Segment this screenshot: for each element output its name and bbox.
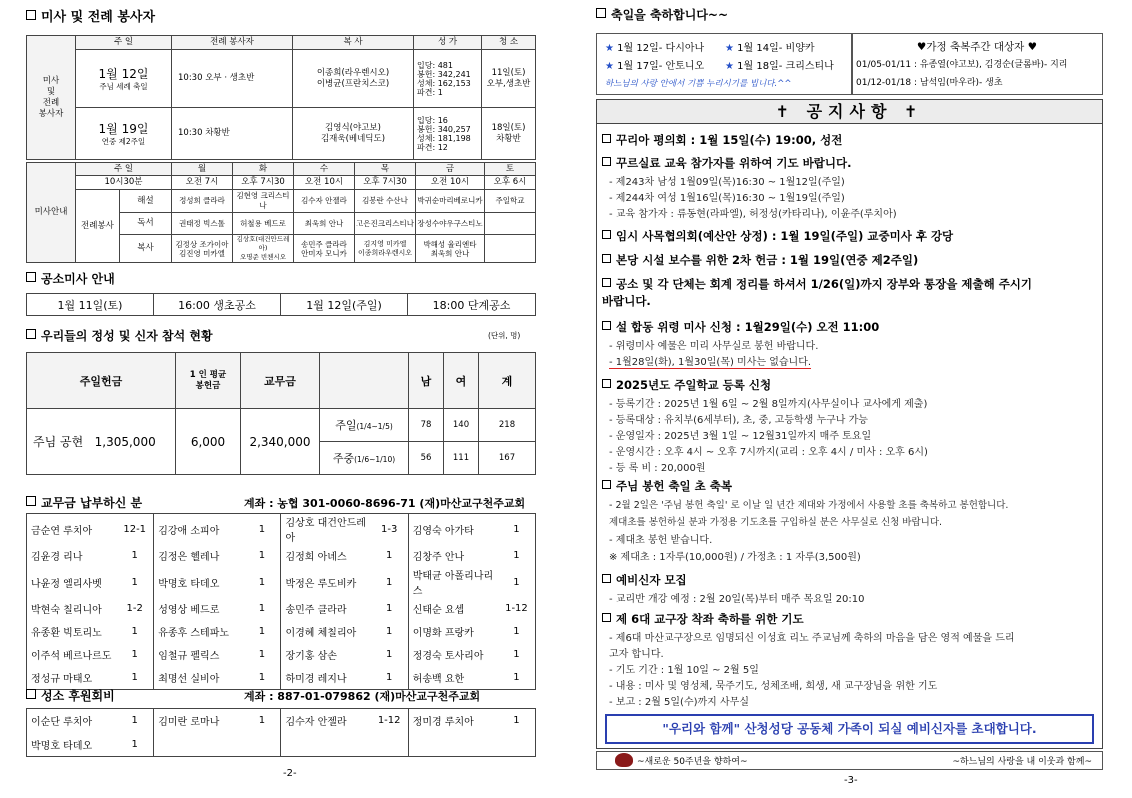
role-cell: 정성희 클라라	[172, 190, 233, 213]
checkbox-icon	[26, 272, 36, 282]
day-mon: 월	[172, 163, 233, 176]
offering-header-avg: 1 인 평균 봉헌금	[176, 353, 241, 409]
cleaning-2: 18일(토) 차황반	[482, 108, 536, 160]
donor-count: 1-12	[505, 603, 528, 614]
checkbox-icon	[602, 613, 611, 622]
checkbox-icon	[602, 157, 611, 166]
checkbox-icon	[602, 574, 611, 583]
notice-item: 설 합동 위령 미사 신청 : 1월29일(수) 오전 11:00	[602, 319, 879, 335]
donor-name: 박정은 루도비카	[281, 567, 371, 597]
time-sun: 10시30분	[76, 176, 172, 190]
role-cell	[485, 213, 536, 235]
donor-name: 하미경 레지나	[281, 666, 371, 689]
notice-line: - 운영일자 : 2025년 3월 1일 ~ 12월31일까지 매주 토요일	[609, 431, 872, 442]
role-cell: 최욱희 안나	[294, 213, 355, 235]
donor-name: 김강애 소피아	[154, 514, 244, 545]
role-cell: 박해성 율리엔타 최욱희 안나	[416, 235, 485, 263]
star-icon: ★	[605, 43, 614, 54]
donor-name: 박현숙 칠리니아	[31, 605, 102, 616]
donor-count: 1	[258, 523, 266, 535]
footer-left-text: ~새로운 50주년을 향하여~	[637, 757, 748, 767]
public-mass-place-2: 18:00 단계공소	[408, 294, 536, 316]
donor-name: 박명호 타데오	[31, 740, 93, 752]
notice-line: 제대초를 봉헌하실 분과 가정용 기도초를 구입하실 분은 사무실로 신청 바랍니다.	[609, 517, 943, 528]
role-commentator: 해설	[119, 190, 171, 213]
checkbox-icon	[602, 230, 611, 239]
donor-count: 1	[513, 649, 520, 660]
attendance-label-sunday: 주일(1/4~1/5)	[320, 409, 409, 442]
time-mon: 오전 7시	[172, 176, 233, 190]
time-fri: 오전 10시	[416, 176, 485, 190]
footer-right-text: ~하느님의 사랑을 내 이웃과 함께~	[952, 757, 1092, 767]
sponsors-table	[26, 708, 536, 757]
donor-count: 1-2	[126, 603, 143, 614]
donor-name: 임철규 펠릭스	[154, 643, 244, 666]
offering-dues: 2,340,000	[241, 409, 320, 475]
time-thu: 오후 7시30	[355, 176, 416, 190]
attendance-female: 140	[444, 409, 479, 442]
notice-line: - 기도 기간 : 1월 10일 ~ 2월 5일	[609, 665, 759, 676]
offering-header-blank	[320, 353, 409, 409]
notice-line: - 교리반 개강 예정 : 2월 20일(목)부터 매주 목요일 20:10	[609, 594, 865, 605]
role-cell	[485, 235, 536, 263]
family-blessing-entry: 01/05-01/11 : 유종열(야고보), 김경순(글롬바)- 지리	[856, 60, 1068, 70]
donor-name: 최명선 실비아	[154, 666, 244, 689]
mass-section-title: 미사 및 전례 봉사자	[26, 6, 155, 25]
donor-name: 이주석 베르나르도	[31, 651, 112, 662]
donor-count: 12-1	[123, 523, 147, 535]
donor-count: 1	[258, 715, 266, 727]
dues-account: 계좌 : 농협 301-0060-8696-71 (재)마산교구천주교회	[244, 497, 526, 510]
public-mass-table	[26, 293, 536, 316]
donor-row	[27, 514, 536, 545]
header-altar: 복 사	[293, 36, 414, 50]
donor-count: 1	[385, 649, 393, 660]
mass-date-2: 1월 19일 연중 제2주일	[76, 108, 172, 160]
donor-count: 1	[258, 626, 266, 637]
header-servers: 전례 봉사자	[172, 36, 293, 50]
checkbox-icon	[602, 379, 611, 388]
dues-payers-title: 교무금 납부하신 분	[26, 494, 142, 511]
donor-name: 박태균 아폴리나리스	[408, 567, 498, 597]
donor-name: 장기홍 삼손	[281, 643, 371, 666]
donor-row	[27, 643, 536, 666]
page-number-left: -2-	[283, 768, 297, 779]
donor-row	[27, 544, 536, 567]
day-wed: 수	[294, 163, 355, 176]
public-mass-date-2: 1월 12일(주일)	[281, 294, 408, 316]
attendance-female: 111	[444, 442, 479, 475]
offering-title: 우리들의 정성 및 신자 참석 현황	[26, 327, 213, 344]
checkbox-icon	[26, 689, 36, 699]
mass-time-2: 10:30 차황반	[172, 108, 293, 160]
donor-count: 1	[513, 550, 520, 561]
notice-line: - 제대초 봉헌 받습니다.	[609, 535, 713, 546]
stats-2: 입당: 16 봉헌: 340,257 성체: 181,198 파견: 12	[414, 108, 482, 160]
notice-line: - 등 록 비 : 20,000원	[609, 463, 706, 474]
time-sat: 오후 6시	[485, 176, 536, 190]
notice-item: 꾸르실료 교육 참가자를 위하여 기도 바랍니다.	[602, 155, 851, 171]
donor-name: 김상호 대건안드레아	[281, 514, 371, 545]
donor-name: 김영숙 아가타	[408, 514, 498, 545]
donor-count: 1	[513, 715, 520, 727]
notice-line: - 등록대상 : 유치부(6세부터), 초, 중, 고등학생 누구나 가능	[609, 415, 868, 426]
public-mass-place-1: 16:00 생초공소	[154, 294, 281, 316]
role-cell: 권태정 빅스톨	[172, 213, 233, 235]
checkbox-icon	[26, 496, 36, 506]
donor-count	[498, 733, 536, 757]
donor-count: 1	[131, 649, 138, 660]
offering-sunday-total: 1,305,000	[94, 435, 156, 449]
donor-count: 1	[385, 626, 393, 637]
donor-count: 1	[513, 671, 520, 683]
donor-name: 유종환 빅토리노	[31, 628, 102, 639]
offering-header-male: 남	[409, 353, 444, 409]
donor-name: 김정희 아녜스	[281, 544, 371, 567]
role-cell: 박귀순마리베로니카	[416, 190, 485, 213]
feast-entry: ★ 1월 17일- 안토니오	[605, 61, 705, 72]
notice-item: 제 6대 교구장 착좌 축하를 위한 기도	[602, 611, 804, 627]
donor-count: 1	[258, 649, 266, 660]
role-cell: 장성수야우구스티노	[416, 213, 485, 235]
donor-name: 박명호 타데오	[154, 567, 244, 597]
mass-guide-table	[26, 162, 536, 263]
time-wed: 오전 10시	[294, 176, 355, 190]
donor-count: 1	[258, 550, 266, 561]
donor-name: 김미란 로마나	[154, 709, 244, 733]
role-cell: 허철용 베드로	[233, 213, 294, 235]
role-cell: 김상호(대건안드레아) 오명준 빈첸시오	[233, 235, 294, 263]
invite-banner: "우리와 함께" 산청성당 공동체 가족이 되실 예비신자를 초대합니다.	[605, 714, 1094, 744]
sponsors-title: 성소 후원회비	[26, 687, 115, 704]
checkbox-icon	[602, 480, 611, 489]
feast-blessing: 하느님의 사랑 안에서 기쁨 누리시기를 빕니다.^^	[605, 79, 792, 89]
public-mass-title: 공소미사 안내	[26, 270, 115, 287]
mass-time-1: 10:30 오부 · 생초반	[172, 50, 293, 108]
role-cell: 김지영 미카엘 이종희라우렌시오	[355, 235, 416, 263]
notice-line-underlined: - 1월28일(화), 1월30일(목) 미사는 없습니다.	[609, 353, 811, 369]
checkbox-icon	[602, 321, 611, 330]
notice-line: 고자 합니다.	[609, 649, 664, 660]
role-reader: 독서	[119, 213, 171, 235]
donor-row	[27, 709, 536, 733]
offering-header-total: 계	[479, 353, 536, 409]
family-blessing-title: ♥가정 축복주간 대상자 ♥	[916, 41, 1038, 53]
notice-item: 본당 시설 보수를 위한 2차 헌금 : 1월 19일(연중 제2주일)	[602, 252, 918, 268]
sponsors-account: 계좌 : 887-01-079862 (재)마산교구천주교회	[244, 690, 481, 703]
checkbox-icon	[26, 329, 36, 339]
time-tue: 오후 7시30	[233, 176, 294, 190]
star-icon: ★	[725, 43, 734, 54]
donor-count: 1	[131, 715, 138, 727]
donor-name	[408, 733, 498, 757]
cleaning-1: 11일(토) 오부,생초반	[482, 50, 536, 108]
donor-name: 신태순 요셉	[408, 597, 498, 620]
service-label: 전례봉사	[76, 190, 120, 263]
notice-line: ※ 제대초 : 1자루(10,000원) / 가정초 : 1 자루(3,500원)	[609, 552, 861, 563]
notice-line: - 보고 : 2월 5일(수)까지 사무실	[609, 697, 749, 708]
star-icon: ★	[605, 61, 614, 72]
page-number-right: -3-	[844, 775, 858, 786]
logo-icon	[615, 753, 633, 767]
donor-name: 송민주 클라라	[281, 597, 371, 620]
donor-count: 1	[513, 523, 520, 535]
donor-count	[243, 733, 281, 757]
donor-name: 정경숙 토사리아	[408, 643, 498, 666]
page-3	[566, 0, 1132, 798]
donor-name: 이명화 프랑카	[408, 620, 498, 643]
footer-bar	[596, 751, 1103, 770]
donor-count: 1	[385, 603, 393, 614]
dues-payers-table	[26, 513, 536, 690]
attendance-male: 56	[409, 442, 444, 475]
donor-row	[27, 567, 536, 597]
donor-count: 1	[131, 671, 138, 683]
role-cell: 고은진크리스티나	[355, 213, 416, 235]
donor-name	[281, 733, 371, 757]
role-cell: 김수자 안젤라	[294, 190, 355, 213]
checkbox-icon	[602, 134, 611, 143]
donor-count: 1	[258, 671, 266, 683]
notice-line: - 등록기간 : 2025년 1월 6일 ~ 2월 8일까지(사무실이나 교사에게 제출)	[609, 399, 928, 410]
attendance-total: 218	[479, 409, 536, 442]
public-mass-date-1: 1월 11일(토)	[27, 294, 154, 316]
donor-count: 1	[131, 738, 138, 750]
notice-line: - 2월 2일은 '주님 봉헌 축일' 로 이날 일 년간 제대와 가정에서 사용할 초를 축복하고 봉헌합니다.	[609, 500, 1009, 511]
notice-item: 공소 및 각 단체는 회계 정리를 하셔서 1/26(일)까지 장부와 통장을 제출해 주시기 바랍니다.	[602, 277, 1033, 308]
notice-item: 임시 사목협의회(예산안 상정) : 1월 19일(주일) 교중미사 후 강당	[602, 228, 953, 244]
offering-header-female: 여	[444, 353, 479, 409]
donor-row	[27, 597, 536, 620]
feast-title: 축일을 축하합니다~~	[596, 6, 728, 23]
offering-table	[26, 352, 536, 475]
mass-side-label: 미사 및 전례 봉사자	[27, 36, 76, 160]
checkbox-icon	[602, 278, 611, 287]
notice-title: ✝ 공지사항 ✝	[597, 100, 1102, 124]
feast-entry: ★ 1월 18일- 크리스티나	[725, 61, 834, 72]
feast-box	[596, 33, 853, 95]
donor-count: 1-12	[377, 715, 401, 727]
donor-name: 김창주 안나	[408, 544, 498, 567]
family-blessing-box	[851, 33, 1103, 95]
notice-line: - 위령미사 예물은 미리 사무실로 봉헌 바랍니다.	[609, 341, 819, 352]
role-cell: 김정상 조가이아 김진영 미카엘	[172, 235, 233, 263]
notice-item: 예비신자 모집	[602, 572, 687, 588]
star-icon: ★	[725, 61, 734, 72]
donor-count: 1	[385, 550, 393, 561]
day-sun: 주 일	[76, 163, 172, 176]
attendance-label-weekday: 주중(1/6~1/10)	[320, 442, 409, 475]
notice-line: - 운영시간 : 오후 4시 ~ 오후 7시까지(교리 : 오후 4시 / 미사 : 오후 6시)	[609, 447, 928, 458]
role-cell: 김현영 크리스티나	[233, 190, 294, 213]
header-cleaning: 청 소	[482, 36, 536, 50]
feast-entry: ★ 1월 14일- 비양카	[725, 43, 815, 54]
offering-sunday-cell	[27, 409, 176, 475]
header-stats: 성 가	[414, 36, 482, 50]
stats-1: 입당: 481 봉헌: 342,241 성체: 162,153 파견: 1	[414, 50, 482, 108]
offering-label: 주님 공현	[33, 435, 84, 449]
donor-name: 이순단 루치아	[31, 717, 93, 729]
notice-line: - 내용 : 미사 및 영성체, 묵주기도, 성체조배, 희생, 새 교구장님을 위한 기도	[609, 681, 938, 692]
role-altar: 복사	[119, 235, 171, 263]
checkbox-icon	[602, 254, 611, 263]
donor-name: 정성규 마태오	[31, 673, 93, 685]
donor-name: 김수자 안젤라	[281, 709, 371, 733]
notice-line: - 교육 참가자 : 류동현(라파엘), 허정성(카타리나), 이윤주(루치아)	[609, 209, 897, 220]
checkbox-icon	[26, 10, 36, 20]
donor-name: 성영상 베드로	[154, 597, 244, 620]
notice-line: - 제243차 남성 1월09일(목)16:30 ~ 1월12일(주일)	[609, 177, 845, 188]
donor-name: 김정은 헬레나	[154, 544, 244, 567]
donor-count: 1	[385, 576, 393, 588]
donor-count: 1	[131, 550, 138, 561]
donor-count: 1	[513, 576, 520, 588]
offering-header-dues: 교무금	[241, 353, 320, 409]
donor-count: 1	[258, 603, 266, 614]
altar-servers-1: 이종희(라우렌시오) 이병균(프란치스코)	[293, 50, 414, 108]
attendance-total: 167	[479, 442, 536, 475]
role-cell: 송민주 클라라 안미자 모니카	[294, 235, 355, 263]
notice-line: - 제244차 여성 1월16일(목)16:30 ~ 1월19일(주일)	[609, 193, 845, 204]
altar-servers-2: 김영식(야고보) 김재욱(베네딕도)	[293, 108, 414, 160]
donor-count: 1	[513, 626, 520, 637]
offering-unit: (단위, 명)	[488, 331, 521, 340]
donor-name	[154, 733, 244, 757]
notice-item: 꾸리아 평의회 : 1월 15일(수) 19:00, 성전	[602, 132, 842, 148]
donor-row	[27, 666, 536, 689]
notice-item: 2025년도 주일학교 등록 신청	[602, 377, 771, 393]
donor-name: 금순연 루치아	[31, 525, 93, 537]
family-blessing-entry: 01/12-01/18 : 남석임(마우라)- 생초	[856, 78, 1003, 88]
donor-count: 1-3	[381, 523, 398, 535]
notice-item: 주님 봉헌 축일 초 축복	[602, 478, 732, 494]
donor-name: 허송백 요한	[408, 666, 498, 689]
donor-count: 1	[385, 671, 393, 683]
day-tue: 화	[233, 163, 294, 176]
day-thu: 목	[355, 163, 416, 176]
header-sunday: 주 일	[76, 36, 172, 50]
donor-row	[27, 733, 536, 757]
donor-name: 김윤경 리나	[31, 552, 83, 563]
donor-count	[371, 733, 409, 757]
donor-count: 1	[258, 576, 266, 588]
notice-box	[596, 99, 1103, 749]
donor-count: 1	[131, 576, 138, 588]
donor-name: 나윤정 엘리사벳	[31, 578, 102, 590]
mass-guide-label: 미사안내	[27, 163, 76, 263]
mass-date-1: 1월 12일 주님 세례 축일	[76, 50, 172, 108]
feast-entry: ★ 1월 12일- 다시아나	[605, 43, 705, 54]
mass-servers-table	[26, 35, 536, 160]
donor-row	[27, 620, 536, 643]
checkbox-icon	[596, 8, 606, 18]
day-sat: 토	[485, 163, 536, 176]
donor-name: 이경혜 체칠리아	[281, 620, 371, 643]
donor-count: 1	[131, 626, 138, 637]
day-fri: 금	[416, 163, 485, 176]
donor-name: 정미경 루치아	[408, 709, 498, 733]
role-cell: 김봉란 수산나	[355, 190, 416, 213]
notice-line: - 제6대 마산교구장으로 임명되신 이성효 리노 주교님께 축하의 마음을 담은 영적 예물을 드리	[609, 633, 1015, 644]
offering-header-sunday: 주일헌금	[27, 353, 176, 409]
role-cell: 주일학교	[485, 190, 536, 213]
donor-name: 유종후 스테파노	[154, 620, 244, 643]
offering-avg: 6,000	[176, 409, 241, 475]
attendance-male: 78	[409, 409, 444, 442]
